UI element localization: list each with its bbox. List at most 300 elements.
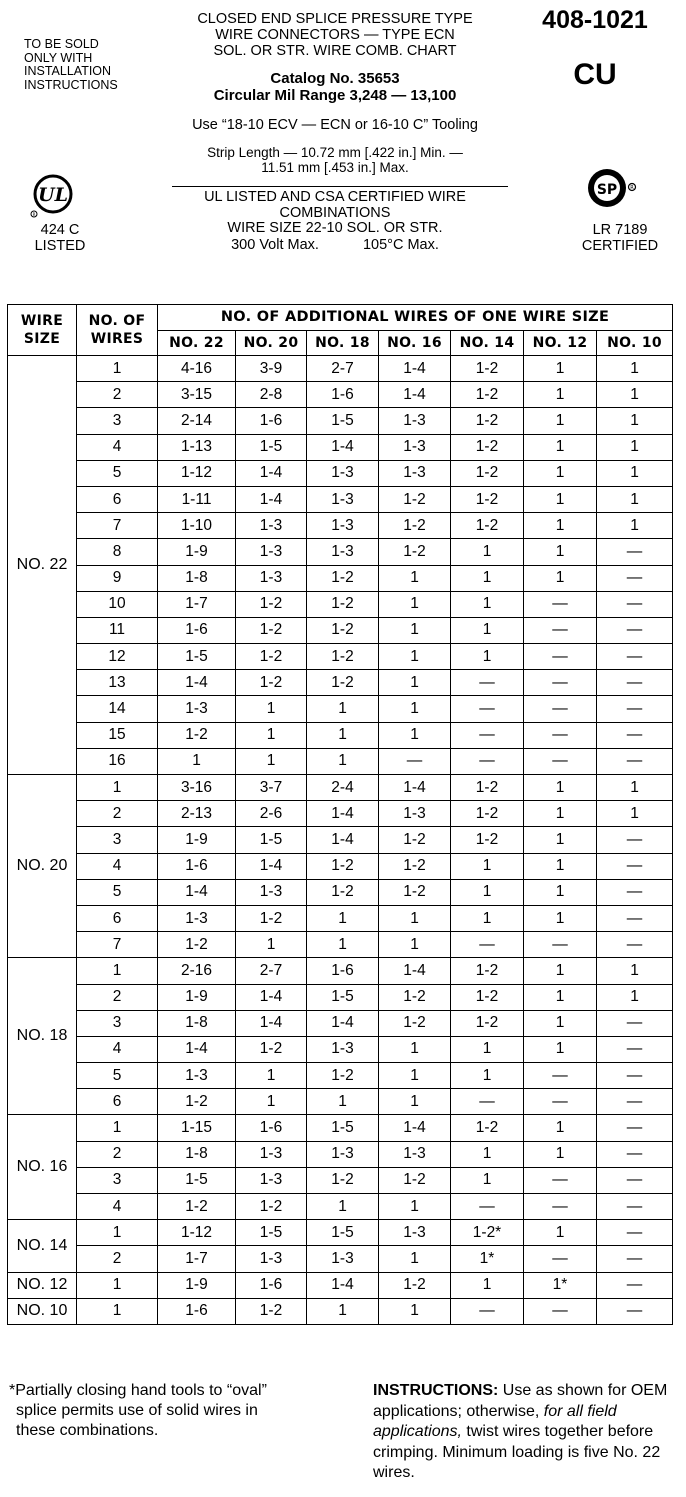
combination-cell: 1 xyxy=(379,1036,451,1062)
number-of-wires-cell: 2 xyxy=(77,984,158,1010)
wire-size-column-header xyxy=(8,305,77,356)
combination-cell: 1 xyxy=(597,434,673,460)
combination-cell: 1-8 xyxy=(158,1141,236,1167)
combination-cell: 1-4 xyxy=(307,434,379,460)
combination-cell: — xyxy=(597,1036,673,1062)
combination-cell: — xyxy=(451,1089,524,1115)
combination-cell: 1-3 xyxy=(379,460,451,486)
wire-size-group-label: NO. 22 xyxy=(8,356,77,775)
combination-cell: 1 xyxy=(524,1010,597,1036)
combination-cell: 1-4 xyxy=(379,958,451,984)
table-row xyxy=(8,1063,673,1089)
combination-cell: — xyxy=(524,696,597,722)
combination-cell: 1-4 xyxy=(236,984,307,1010)
combination-cell: 1 xyxy=(307,1194,379,1220)
table-row xyxy=(8,1089,673,1115)
number-of-wires-cell: 12 xyxy=(77,644,158,670)
combination-cell: 1 xyxy=(451,879,524,905)
table-row xyxy=(8,1036,673,1062)
number-of-wires-cell: 4 xyxy=(77,853,158,879)
combination-cell: — xyxy=(524,644,597,670)
combination-cell: 1 xyxy=(524,775,597,801)
number-of-wires-cell: 11 xyxy=(77,617,158,643)
combination-cell: 1 xyxy=(451,565,524,591)
combination-cell: — xyxy=(524,932,597,958)
combination-cell: 1-2 xyxy=(307,879,379,905)
combination-cell: 1-2 xyxy=(307,617,379,643)
combination-cell: 1-4 xyxy=(379,1115,451,1141)
combination-cell: 1-5 xyxy=(307,1115,379,1141)
number-of-wires-cell: 2 xyxy=(77,382,158,408)
combination-cell: 1-9 xyxy=(158,827,236,853)
table-row xyxy=(8,434,673,460)
combination-cell: — xyxy=(451,1194,524,1220)
combination-cell: 1-15 xyxy=(158,1115,236,1141)
table-row xyxy=(8,644,673,670)
combination-cell: — xyxy=(597,827,673,853)
combination-cell: 1 xyxy=(524,1115,597,1141)
wire-size-column-header: NO. 16 xyxy=(379,330,451,356)
number-of-wires-cell: 3 xyxy=(77,408,158,434)
combination-cell: 1-2 xyxy=(236,617,307,643)
combination-cell: 1-6 xyxy=(307,382,379,408)
table-row xyxy=(8,1272,673,1298)
table-row xyxy=(8,670,673,696)
combination-cell: 1-3 xyxy=(379,801,451,827)
combination-cell: — xyxy=(524,1089,597,1115)
wire-size-column-header: NO. 14 xyxy=(451,330,524,356)
combination-cell: 1 xyxy=(451,591,524,617)
combination-cell: 1 xyxy=(307,722,379,748)
combination-cell: 1-8 xyxy=(158,1010,236,1036)
temperature-rating: 105°C Max. xyxy=(362,237,439,253)
table-row xyxy=(8,408,673,434)
combination-cell: 1-6 xyxy=(236,408,307,434)
table-row xyxy=(8,801,673,827)
combination-cell: 1-2 xyxy=(158,1194,236,1220)
combination-cell: — xyxy=(597,565,673,591)
combination-cell: 1 xyxy=(524,408,597,434)
footnote-line: *Partially closing hand tools to “oval” xyxy=(9,1382,267,1399)
combination-cell: — xyxy=(451,696,524,722)
combination-cell: 1-2 xyxy=(379,827,451,853)
combination-cell: 1 xyxy=(597,382,673,408)
ratings-line xyxy=(155,237,515,253)
combination-cell: 1-9 xyxy=(158,1272,236,1298)
combination-cell: 1 xyxy=(524,460,597,486)
ul-caption xyxy=(10,222,110,254)
combination-cell: 2-7 xyxy=(307,356,379,382)
table-row xyxy=(8,591,673,617)
combination-cell: 1-2* xyxy=(451,1220,524,1246)
number-of-wires-cell: 1 xyxy=(77,775,158,801)
combination-cell: 2-4 xyxy=(307,775,379,801)
combination-cell: 1-2 xyxy=(451,1010,524,1036)
title-line: CLOSED END SPLICE PRESSURE TYPE xyxy=(197,11,473,27)
combination-cell: — xyxy=(597,1063,673,1089)
combination-cell: 1-9 xyxy=(158,984,236,1010)
table-row xyxy=(8,1298,673,1324)
combination-cell: 1 xyxy=(451,617,524,643)
combination-cell: 1-6 xyxy=(158,617,236,643)
combination-cell: — xyxy=(597,617,673,643)
combination-cell: 1-2 xyxy=(379,1167,451,1193)
ul-caption-line: LISTED xyxy=(34,238,86,254)
header-line: NO. OF xyxy=(88,313,146,329)
combination-cell: 1 xyxy=(524,565,597,591)
combination-cell: 1-3 xyxy=(379,408,451,434)
number-of-wires-cell: 7 xyxy=(77,932,158,958)
combination-cell: — xyxy=(597,1298,673,1324)
number-of-wires-cell: 1 xyxy=(77,356,158,382)
sold-with-instructions-notice xyxy=(24,38,118,92)
combination-cell: — xyxy=(597,1220,673,1246)
number-of-wires-cell: 6 xyxy=(77,905,158,931)
combination-cell: 1 xyxy=(597,408,673,434)
combination-cell: 1 xyxy=(307,696,379,722)
combination-cell: 1-3 xyxy=(236,539,307,565)
combination-cell: 1-4 xyxy=(236,1010,307,1036)
combination-cell: 1-7 xyxy=(158,1246,236,1272)
instructions xyxy=(373,1381,673,1484)
combination-cell: — xyxy=(524,670,597,696)
footnote-line: splice permits use of solid wires in xyxy=(16,1402,258,1419)
voltage-rating: 300 Volt Max. xyxy=(231,237,319,253)
catalog-number: Catalog No. 35653 xyxy=(270,70,400,87)
combination-cell: — xyxy=(597,1089,673,1115)
combination-cell: — xyxy=(597,539,673,565)
combination-cell: 1-2 xyxy=(307,591,379,617)
combination-cell: 1-4 xyxy=(236,460,307,486)
instructions-text: Use as shown for OEM applications; otherwise, xyxy=(373,1382,668,1420)
footnote-line: these combinations. xyxy=(16,1422,159,1439)
combination-cell: 1-6 xyxy=(158,1298,236,1324)
combination-cell: 1-4 xyxy=(379,356,451,382)
csa-caption-line: CERTIFIED xyxy=(581,238,659,254)
number-of-wires-cell: 1 xyxy=(77,958,158,984)
combination-cell: 1-2 xyxy=(451,434,524,460)
combination-cell: 2-14 xyxy=(158,408,236,434)
combination-cell: — xyxy=(524,1194,597,1220)
combination-cell: — xyxy=(597,1010,673,1036)
table-row xyxy=(8,539,673,565)
combination-cell: 1-2 xyxy=(158,722,236,748)
table-header xyxy=(8,305,673,356)
combination-cell: 1 xyxy=(524,827,597,853)
strip-length-line: 11.51 mm [.453 in.] Max. xyxy=(261,160,409,175)
combination-cell: 1-4 xyxy=(307,801,379,827)
combination-cell: — xyxy=(597,1115,673,1141)
combination-cell: 1-6 xyxy=(158,853,236,879)
catalog-block xyxy=(155,70,515,104)
combination-cell: 1 xyxy=(524,356,597,382)
combination-cell: 1-3 xyxy=(307,539,379,565)
combination-cell: — xyxy=(597,748,673,774)
combination-cell: — xyxy=(597,1167,673,1193)
combination-cell: 1-2 xyxy=(307,853,379,879)
combination-cell: 1-4 xyxy=(307,1010,379,1036)
combination-cell: 1 xyxy=(451,644,524,670)
number-of-wires-cell: 3 xyxy=(77,1167,158,1193)
combination-cell: 3-9 xyxy=(236,356,307,382)
table-row xyxy=(8,382,673,408)
combination-cell: — xyxy=(597,879,673,905)
wire-size-group-label: NO. 16 xyxy=(8,1115,77,1220)
combination-cell: — xyxy=(597,905,673,931)
combination-cell: 1-3 xyxy=(307,460,379,486)
combination-cell: 1 xyxy=(379,1298,451,1324)
combination-cell: 1-3 xyxy=(236,513,307,539)
combination-cell: 1 xyxy=(597,356,673,382)
table-body xyxy=(8,356,673,1325)
number-of-wires-cell: 10 xyxy=(77,591,158,617)
table-row xyxy=(8,722,673,748)
wire-size-column-header: NO. 10 xyxy=(597,330,673,356)
combination-cell: 2-8 xyxy=(236,382,307,408)
combination-cell: 1-3 xyxy=(379,1141,451,1167)
combination-cell: 1-4 xyxy=(307,827,379,853)
combination-cell: 1 xyxy=(379,565,451,591)
table-row xyxy=(8,486,673,512)
combination-cell: 1 xyxy=(451,1063,524,1089)
combination-cell: 1-2 xyxy=(379,1010,451,1036)
combination-cell: 1-4 xyxy=(379,775,451,801)
combination-cell: 2-7 xyxy=(236,958,307,984)
table-row xyxy=(8,853,673,879)
combination-cell: 1-4 xyxy=(307,1272,379,1298)
combination-cell: 1 xyxy=(524,853,597,879)
combination-cell: 1-2 xyxy=(451,382,524,408)
combination-cell: 1-2 xyxy=(451,356,524,382)
combination-cell: 1 xyxy=(307,905,379,931)
combination-cell: 1-2 xyxy=(236,1194,307,1220)
combination-cell: 1 xyxy=(524,1141,597,1167)
combination-cell: 1 xyxy=(451,1141,524,1167)
circular-mil-range: Circular Mil Range 3,248 — 13,100 xyxy=(213,87,457,104)
table-row xyxy=(8,1220,673,1246)
combination-cell: 1-5 xyxy=(158,1167,236,1193)
combination-cell: 1 xyxy=(379,617,451,643)
table-row xyxy=(8,617,673,643)
number-of-wires-cell: 8 xyxy=(77,539,158,565)
combination-cell: 1-2 xyxy=(307,1063,379,1089)
sold-notice-line: INSTRUCTIONS xyxy=(24,77,118,92)
combination-cell: 1-5 xyxy=(236,434,307,460)
combination-cell: 1-3 xyxy=(158,696,236,722)
combination-cell: 1-2 xyxy=(451,513,524,539)
certification-line: COMBINATIONS xyxy=(279,204,391,221)
strip-length xyxy=(155,145,515,175)
number-of-wires-cell: 2 xyxy=(77,1141,158,1167)
combination-cell: 1 xyxy=(451,905,524,931)
combination-cell: 3-7 xyxy=(236,775,307,801)
combination-cell: 1-3 xyxy=(379,1220,451,1246)
combination-cell: 2-16 xyxy=(158,958,236,984)
header-line: SIZE xyxy=(23,331,61,347)
combination-cell: 1-2 xyxy=(451,408,524,434)
combination-cell: 1-3 xyxy=(307,1036,379,1062)
csa-certified-logo xyxy=(585,165,640,215)
table-row xyxy=(8,905,673,931)
combination-cell: 2-6 xyxy=(236,801,307,827)
table-row xyxy=(8,1010,673,1036)
combination-cell: 1 xyxy=(379,670,451,696)
combination-cell: 1 xyxy=(451,1036,524,1062)
number-of-wires-cell: 2 xyxy=(77,1246,158,1272)
ul-caption-line: 424 C xyxy=(40,222,80,238)
combination-cell: 1-3 xyxy=(236,1167,307,1193)
csa-caption-line: LR 7189 xyxy=(592,222,648,238)
table-row xyxy=(8,1194,673,1220)
number-of-wires-cell: 1 xyxy=(77,1115,158,1141)
combination-cell: — xyxy=(451,670,524,696)
number-of-wires-column-header xyxy=(77,305,158,356)
ul-listed-logo xyxy=(26,172,76,222)
combination-cell: 1 xyxy=(307,1089,379,1115)
combination-cell: 1-2 xyxy=(379,1272,451,1298)
combination-cell: — xyxy=(524,1063,597,1089)
combination-cell: 1 xyxy=(379,1246,451,1272)
combination-cell: — xyxy=(597,591,673,617)
combination-cell: 1 xyxy=(597,775,673,801)
combination-cell: 1 xyxy=(597,958,673,984)
combination-cell: 1 xyxy=(451,539,524,565)
combination-cell: 1-3 xyxy=(307,1246,379,1272)
combination-cell: 1 xyxy=(451,853,524,879)
combination-cell: 1 xyxy=(379,696,451,722)
combination-cell: 1 xyxy=(524,434,597,460)
certification-statement xyxy=(155,190,515,237)
combination-cell: 1-4 xyxy=(236,486,307,512)
combination-cell: 1 xyxy=(158,748,236,774)
sold-notice-line: TO BE SOLD xyxy=(24,37,99,51)
table-row xyxy=(8,460,673,486)
combination-cell: 1-2 xyxy=(451,984,524,1010)
table-row xyxy=(8,356,673,382)
combination-cell: 1-2 xyxy=(451,1115,524,1141)
combination-cell: 1 xyxy=(236,932,307,958)
combination-cell: — xyxy=(597,932,673,958)
table-row xyxy=(8,1246,673,1272)
table-row xyxy=(8,1115,673,1141)
combination-cell: 1-2 xyxy=(379,539,451,565)
combination-cell: 1 xyxy=(524,958,597,984)
combination-cell: 1 xyxy=(597,460,673,486)
wire-size-group-label: NO. 14 xyxy=(8,1220,77,1272)
combination-cell: 1-4 xyxy=(236,853,307,879)
number-of-wires-cell: 13 xyxy=(77,670,158,696)
combination-cell: 1-4 xyxy=(158,670,236,696)
combination-cell: 4-16 xyxy=(158,356,236,382)
wire-size-column-header: NO. 20 xyxy=(236,330,307,356)
combination-cell: — xyxy=(524,748,597,774)
combination-cell: 1-5 xyxy=(158,644,236,670)
combination-cell: 3-16 xyxy=(158,775,236,801)
combination-cell: — xyxy=(524,722,597,748)
combination-cell: 1 xyxy=(379,722,451,748)
combination-cell: 1-2 xyxy=(236,1036,307,1062)
combination-cell: 1-2 xyxy=(379,513,451,539)
combination-cell: 1-2 xyxy=(236,905,307,931)
combination-cell: 1-2 xyxy=(379,853,451,879)
combination-cell: 1-2 xyxy=(158,1089,236,1115)
combination-cell: 1-2 xyxy=(236,591,307,617)
combination-cell: 1-2 xyxy=(451,958,524,984)
number-of-wires-cell: 9 xyxy=(77,565,158,591)
combination-cell: 1-3 xyxy=(236,1246,307,1272)
combination-cell: 1-2 xyxy=(379,486,451,512)
title-line: SOL. OR STR. WIRE COMB. CHART xyxy=(213,43,457,59)
combination-cell: 1-5 xyxy=(236,827,307,853)
combination-cell: — xyxy=(451,722,524,748)
number-of-wires-cell: 15 xyxy=(77,722,158,748)
combination-cell: — xyxy=(597,1194,673,1220)
number-of-wires-cell: 14 xyxy=(77,696,158,722)
instructions-label: INSTRUCTIONS: xyxy=(373,1382,499,1399)
wire-size-group-label: NO. 10 xyxy=(8,1298,77,1324)
number-of-wires-cell: 4 xyxy=(77,1194,158,1220)
wire-size-column-header: NO. 18 xyxy=(307,330,379,356)
combination-cell: 1-2 xyxy=(379,879,451,905)
combination-cell: 1 xyxy=(524,905,597,931)
combination-cell: 1-3 xyxy=(236,879,307,905)
document-title xyxy=(155,11,515,59)
combination-cell: — xyxy=(597,1246,673,1272)
table-row xyxy=(8,696,673,722)
wire-combination-table xyxy=(7,304,673,1325)
footnote xyxy=(9,1381,354,1441)
svg-text:R: R xyxy=(630,185,634,191)
combination-cell: 1-10 xyxy=(158,513,236,539)
number-of-wires-cell: 1 xyxy=(77,1298,158,1324)
combination-cell: 1 xyxy=(524,382,597,408)
combination-cell: 1 xyxy=(379,1194,451,1220)
combination-cell: 1-2 xyxy=(236,644,307,670)
number-of-wires-cell: 2 xyxy=(77,801,158,827)
combination-cell: 1-3 xyxy=(307,513,379,539)
combination-cell: 1-2 xyxy=(307,1167,379,1193)
combination-cell: 1 xyxy=(379,905,451,931)
combination-cell: 1-3 xyxy=(158,1063,236,1089)
combination-cell: 1 xyxy=(597,486,673,512)
table-row xyxy=(8,827,673,853)
table-row xyxy=(8,748,673,774)
combination-cell: 1 xyxy=(236,696,307,722)
csa-caption xyxy=(560,222,680,254)
number-of-wires-cell: 5 xyxy=(77,879,158,905)
combination-cell: 1 xyxy=(524,1220,597,1246)
combination-cell: — xyxy=(597,670,673,696)
number-of-wires-cell: 5 xyxy=(77,1063,158,1089)
combination-cell: 1-2 xyxy=(236,670,307,696)
number-of-wires-cell: 4 xyxy=(77,1036,158,1062)
combination-cell: — xyxy=(451,748,524,774)
combination-cell: 1 xyxy=(307,932,379,958)
combination-cell: 1 xyxy=(524,486,597,512)
combination-cell: — xyxy=(451,932,524,958)
combination-cell: 1 xyxy=(379,644,451,670)
combination-cell: — xyxy=(597,1141,673,1167)
combination-cell: 1-2 xyxy=(451,460,524,486)
sold-notice-line: INSTALLATION xyxy=(24,64,112,78)
combination-cell: 1 xyxy=(524,984,597,1010)
combination-cell: 1-5 xyxy=(307,408,379,434)
combination-cell: 1 xyxy=(307,748,379,774)
combination-cell: 1-5 xyxy=(307,984,379,1010)
combination-cell: 1-4 xyxy=(158,1036,236,1062)
combination-cell: 1 xyxy=(524,879,597,905)
combination-cell: 1 xyxy=(379,591,451,617)
